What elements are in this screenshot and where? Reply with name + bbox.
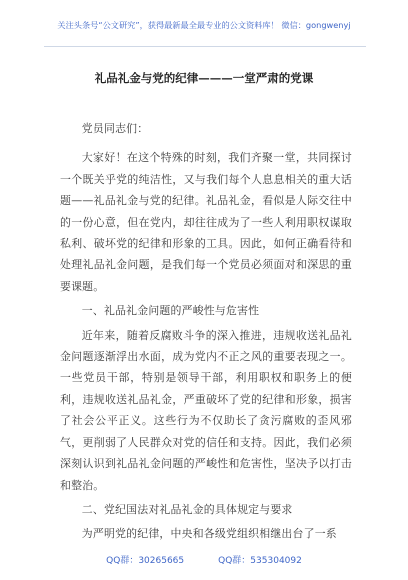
paragraph-section-2: 为严明党的纪律，中央和各级党组织相继出台了一系: [81, 527, 337, 541]
header-divider: [44, 46, 366, 47]
section-heading-1: 一、礼品礼金问题的严峻性与危害性: [81, 304, 260, 318]
salutation: 党员同志们：: [81, 122, 149, 135]
footer-qq-group-2: QQ群：535304092: [218, 556, 302, 566]
footer-contacts: [0, 553, 408, 566]
header-note: 关注头条号“公文研究”，获得最新最全最专业的公文资料库！ 微信：gongwenyj: [57, 20, 351, 30]
paragraph-intro: 大家好！在这个特殊的时刻，我们齐聚一堂，共同探讨一个既关乎党的纯洁性，又与我们每个人息息相关的重大话题——礼品礼金与党的纪律。礼品礼金，看似是人际交往中的一份心意，但在党内，却往往成为了一些人利用职权谋取私利、破坏党的纪律和形象的工具。因此，如何正确看待和处理礼品礼金问题，是我们每一个党员必须面对和深思的重要课题。: [60, 151, 352, 293]
section-heading-2: 二、党纪国法对礼品礼金的具体规定与要求: [81, 502, 293, 516]
document-body: [60, 118, 352, 545]
footer-qq-group-1: QQ群：30265665: [106, 556, 185, 566]
document-title: 礼品礼金与党的纪律———一堂严肃的党课: [94, 71, 314, 85]
paragraph-section-1: 近年来，随着反腐败斗争的深入推进，违规收送礼品礼金问题逐渐浮出水面，成为党内不正之风的重要表现之一。一些党员干部，特别是领导干部，利用职权和职务上的便利，违规收送礼品礼金，严重破坏了党的纪律和形象，损害了社会公平正义。这些行为不仅助长了贪污腐败的歪风邪气，更削弱了人民群众对党的信任和支持。因此，我们必须深刻认识到礼品礼金问题的严峻性和危害性，坚决予以打击和整治。: [60, 328, 352, 492]
